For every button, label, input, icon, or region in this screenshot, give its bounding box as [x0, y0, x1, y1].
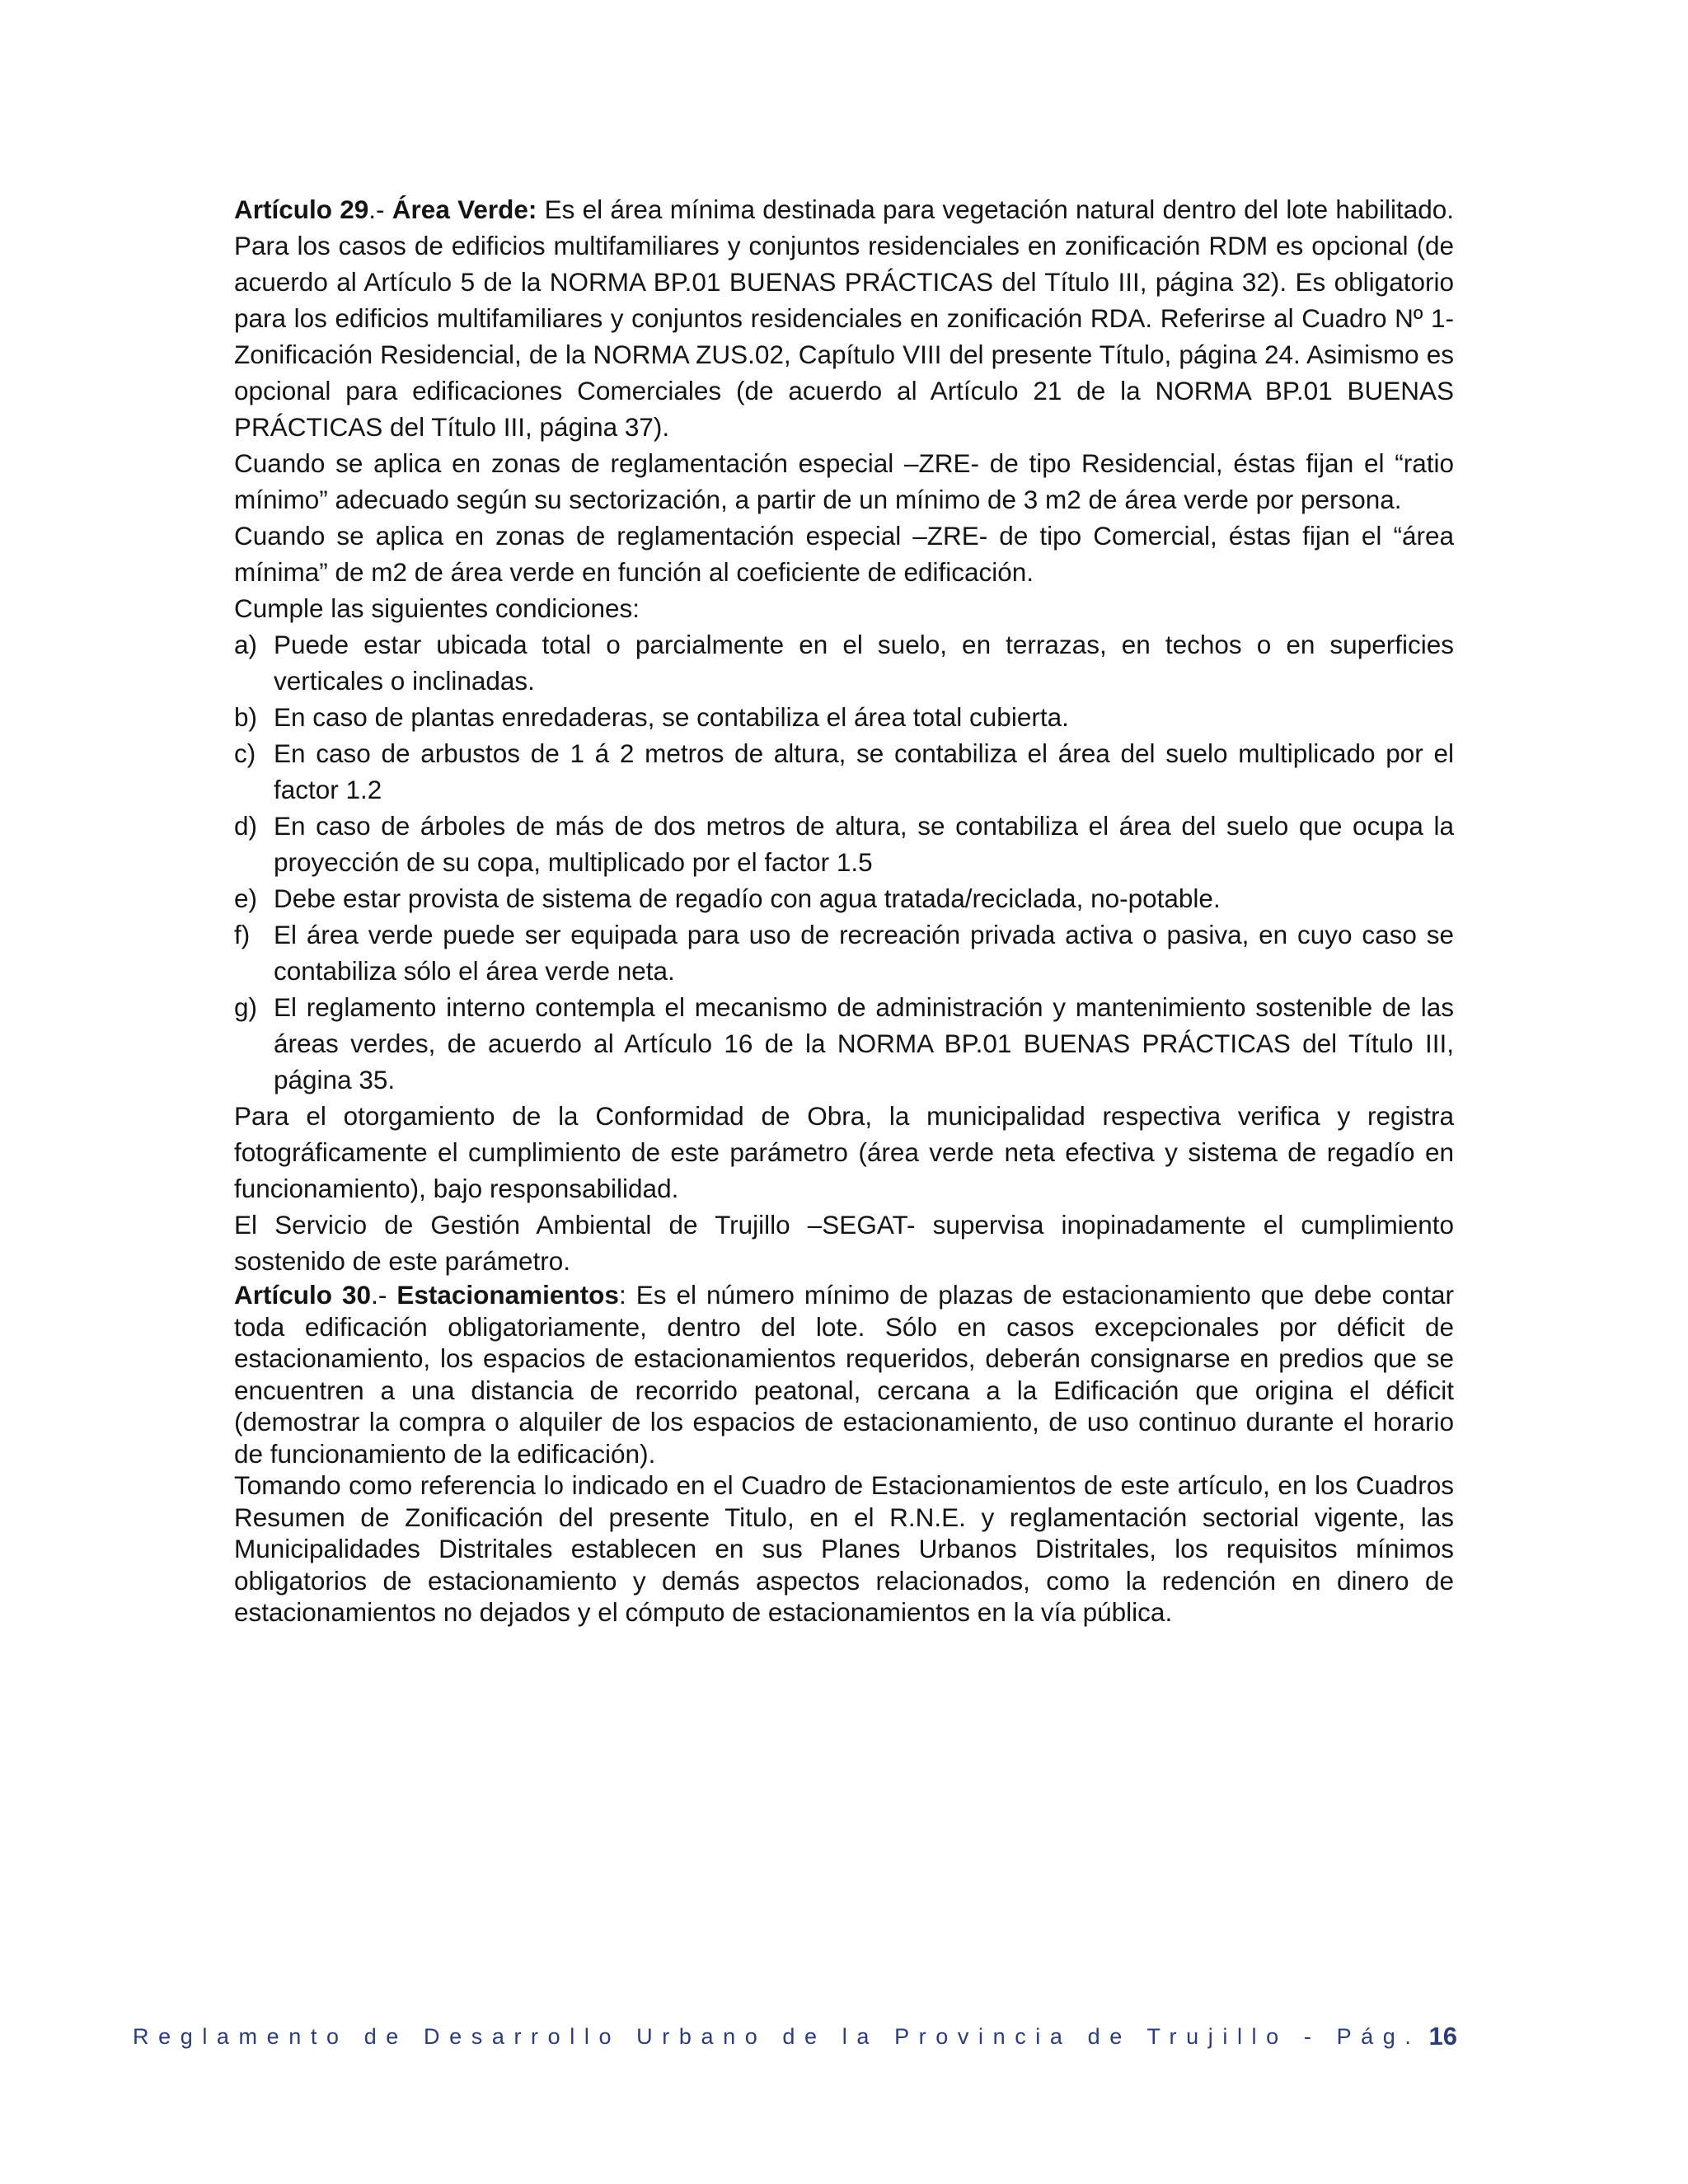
- list-marker: e): [234, 883, 258, 913]
- page-content: [234, 191, 1454, 1629]
- list-item: [234, 735, 1454, 808]
- list-item-text: El área verde puede ser equipada para uso de recreación privada activa o pasiva, en cuyo caso se contabiliza sólo el área verde neta.: [274, 920, 1454, 986]
- list-item: [234, 989, 1454, 1098]
- list-item-text: El reglamento interno contempla el mecanismo de administración y mantenimiento sostenible de las áreas verdes, de acuerdo al Artículo 16 de la NORMA BP.01 BUENAS PRÁCTICAS del Título III, página 35.: [274, 992, 1454, 1094]
- list-item-text: En caso de árboles de más de dos metros de altura, se contabiliza el área del suelo que ocupa la proyección de su copa, multiplicado por el factor 1.5: [274, 811, 1454, 877]
- article-30-intro: [234, 1279, 1454, 1469]
- conditions-list: [234, 626, 1454, 1098]
- article-29-paragraph-residencial: Cuando se aplica en zonas de reglamentación especial –ZRE- de tipo Residencial, éstas fijan el “ratio mínimo” adecuado según su sectorización, a partir de un mínimo de 3 m2 de área verde por persona.: [234, 448, 1454, 514]
- list-item-text: En caso de arbustos de 1 á 2 metros de altura, se contabiliza el área del suelo multiplicado por el factor 1.2: [274, 738, 1454, 804]
- article-29-intro: [234, 191, 1454, 445]
- list-item-text: En caso de plantas enredaderas, se contabiliza el área total cubierta.: [274, 702, 1069, 732]
- article-30-separator: .-: [371, 1280, 397, 1310]
- article-29-title: Área Verde:: [392, 194, 537, 224]
- list-item: [234, 880, 1454, 916]
- list-marker: g): [234, 992, 258, 1022]
- article-29-paragraph-conformidad: Para el otorgamiento de la Conformidad de Obra, la municipalidad respectiva verifica y registra fotográficamente el cumplimiento de este parámetro (área verde neta efectiva y sistema de regadío en funcionamiento), bajo responsabilidad.: [234, 1101, 1454, 1203]
- list-marker: c): [234, 738, 256, 768]
- article-29-conditions-intro: Cumple las siguientes condiciones:: [234, 593, 640, 623]
- list-item-text: Puede estar ubicada total o parcialmente en el suelo, en terrazas, en techos o en superficies verticales o inclinadas.: [274, 630, 1454, 696]
- article-29-paragraph-segat: El Servicio de Gestión Ambiental de Trujillo –SEGAT- supervisa inopinadamente el cumplimiento sostenido de este parámetro.: [234, 1210, 1454, 1276]
- list-item: [234, 626, 1454, 699]
- list-item-text: Debe estar provista de sistema de regadío con agua tratada/reciclada, no-potable.: [274, 883, 1221, 913]
- footer-title: Reglamento de Desarrollo Urbano de la Provincia de Trujillo - Pág.: [133, 2023, 1421, 2049]
- list-item: [234, 916, 1454, 989]
- article-30-label: Artículo 30: [234, 1280, 372, 1310]
- article-30-paragraph-referencia: Tomando como referencia lo indicado en el Cuadro de Estacionamientos de este artículo, en los Cuadros Resumen de Zonificación del presente Titulo, en el R.N.E. y reglamentación sectorial vigente, las Municipalidades Distritales establecen en sus Planes Urbanos Distritales, los requisitos mínimos obligatorios de estacionamiento y demás aspectos relacionados, como la redención en dinero de estacionamientos no dejados y el cómputo de estacionamientos en la vía pública.: [234, 1470, 1454, 1627]
- article-30-title: Estacionamientos: [396, 1280, 619, 1310]
- article-30-body: : Es el número mínimo de plazas de estacionamiento que debe contar toda edificación obligatoriamente, dentro del lote. Sólo en casos excepcionales por déficit de estacionamiento, los espacios de estacionamientos requeridos, deberán consignarse en predios que se encuentren a una distancia de recorrido peatonal, cercana a la Edificación que origina el déficit (demostrar la compra o alquiler de los espacios de estacionamiento, de uso continuo durante el horario de funcionamiento de la edificación).: [234, 1280, 1454, 1469]
- list-marker: b): [234, 702, 258, 732]
- page-footer: [133, 2018, 1457, 2055]
- article-29-body: Es el área mínima destinada para vegetación natural dentro del lote habilitado. Para los casos de edificios multifamiliares y conjuntos residenciales en zonificación RDM es opcional (de acuerdo al Artículo 5 de la NORMA BP.01 BUENAS PRÁCTICAS del Título III, página 32). Es obligatorio para los edificios multifamiliares y conjuntos residenciales en zonificación RDA. Referirse al Cuadro Nº 1-Zonificación Residencial, de la NORMA ZUS.02, Capítulo VIII del presente Título, página 24. Asimismo es opcional para edificaciones Comerciales (de acuerdo al Artículo 21 de la NORMA BP.01 BUENAS PRÁCTICAS del Título III, página 37).: [234, 194, 1455, 442]
- list-item: [234, 808, 1454, 880]
- article-29-label: Artículo 29: [234, 194, 369, 224]
- article-29-separator: .-: [368, 194, 392, 224]
- list-marker: d): [234, 811, 258, 841]
- page-number: 16: [1428, 2022, 1457, 2050]
- article-29-paragraph-comercial: Cuando se aplica en zonas de reglamentación especial –ZRE- de tipo Comercial, éstas fijan el “área mínima” de m2 de área verde en función al coeficiente de edificación.: [234, 521, 1454, 587]
- list-marker: a): [234, 630, 258, 659]
- list-item: [234, 699, 1454, 735]
- list-marker: f): [234, 920, 251, 949]
